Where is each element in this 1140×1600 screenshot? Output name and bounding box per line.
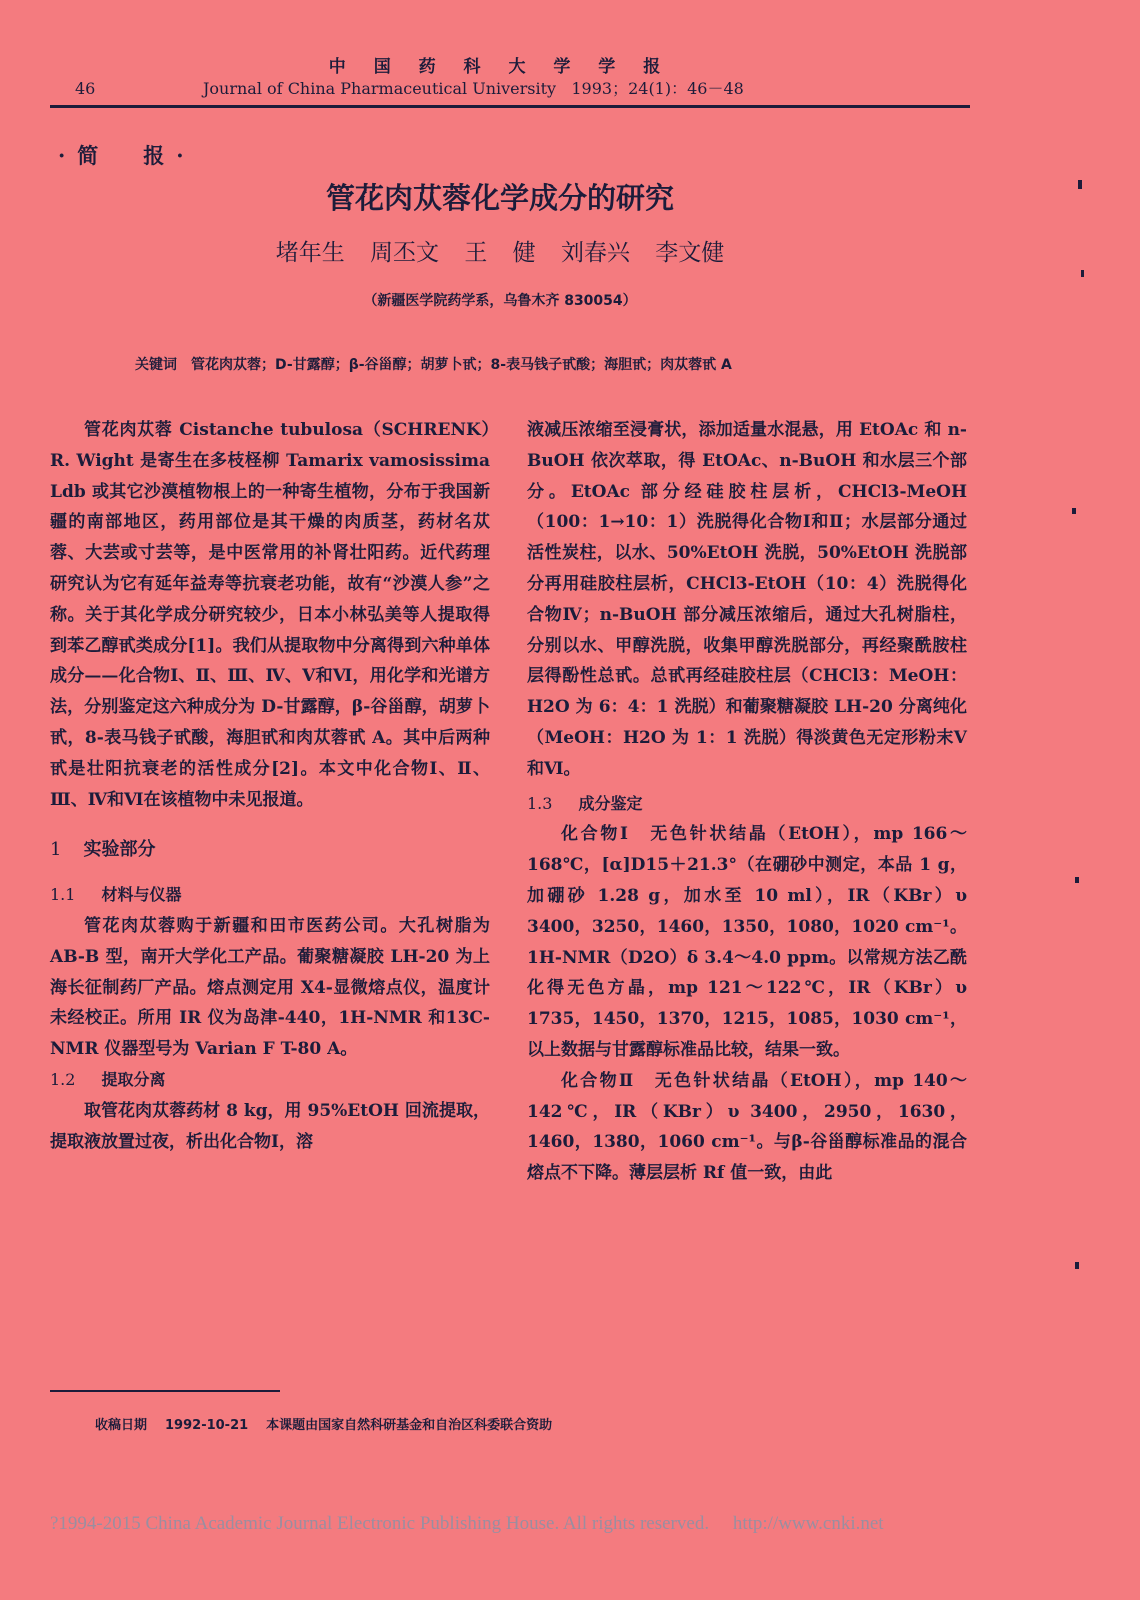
subsection-heading <box>50 880 490 911</box>
scan-speck <box>1078 180 1082 189</box>
section-number: 1 <box>50 839 62 861</box>
page-number: 46 <box>75 79 96 98</box>
intro-paragraph: 管花肉苁蓉 Cistanche tubulosa（SCHRENK）R. Wight 是寄生在多枝柽柳 Tamarix vamosissima Ldb 或其它沙漠植物根上的一种寄生植物，分布于我国新疆的南部地区，药用部位是其干燥的肉质茎，药材名苁蓉、大芸或寸芸等，是中医常用的补肾壮阳药。近代药理研究认为它有延年益寿等抗衰老功能，故有“沙漠人参”之称。关于其化学成分研究较少，日本小林弘美等人提取得到苯乙醇甙类成分[1]。我们从提取物中分离得到六种单体成分——化合物Ⅰ、Ⅱ、Ⅲ、Ⅳ、Ⅴ和Ⅵ，用化学和光谱方法，分别鉴定这六种成分为 D-甘露醇，β-谷甾醇，胡萝卜甙，8-表马钱子甙酸，海胆甙和肉苁蓉甙 A。其中后两种甙是壮阳抗衰老的活性成分[2]。本文中化合物Ⅰ、Ⅱ、Ⅲ、Ⅳ和Ⅵ在该植物中未见报道。 <box>50 420 490 810</box>
section-tag: ·简 报· <box>58 143 196 168</box>
citation: 1993；24(1)：46－48 <box>571 79 744 98</box>
funding-note: 本课题由国家自然科研基金和自治区科委联合资助 <box>266 1418 553 1433</box>
affiliation: （新疆医学院药学系，乌鲁木齐 830054） <box>363 293 637 309</box>
subsection-number: 1.1 <box>50 885 76 905</box>
scan-speck <box>1072 508 1076 514</box>
section-heading <box>50 835 490 866</box>
keywords-label: 关键词 <box>135 357 177 373</box>
copyright-watermark: ?1994-2015 China Academic Journal Electronic Publishing House. All rights reserved. http://www.cnki.net <box>50 1513 884 1534</box>
running-header <box>75 76 975 99</box>
extraction-continued: 液减压浓缩至浸膏状，添加适量水混悬，用 EtOAc 和 n-BuOH 依次萃取，得 EtOAc、n-BuOH 和水层三个部分。EtOAc 部分经硅胶柱层析，CHCl3-MeOH（100：1→10：1）洗脱得化合物Ⅰ和Ⅱ；水层部分通过活性炭柱，以水、50%EtOH 洗脱，50%EtOH 洗脱部分再用硅胶柱层析，CHCl3-EtOH（10：4）洗脱得化合物Ⅳ；n-BuOH 部分减压浓缩后，通过大孔树脂柱，分别以水、甲醇洗脱，收集甲醇洗脱部分，再经聚酰胺柱层得酚性总甙。总甙再经硅胶柱层（CHCl3：MeOH：H2O 为 6：4：1 洗脱）和葡聚糖凝胶 LH-20 分离纯化（MeOH：H2O 为 1：1 洗脱）得淡黄色无定形粉末Ⅴ和Ⅵ。 <box>527 420 967 779</box>
footnote <box>95 1414 975 1433</box>
compound-1-paragraph: 化合物Ⅰ 无色针状结晶（EtOH），mp 166～168℃，[α]D15＋21.3°（在硼砂中测定，本品 1 g，加硼砂 1.28 g，加水至 10 ml），IR（KBr）υ 3400，3250，1460，1350，1080，1020 cm⁻¹。1H-NMR（D2O）δ 3.4～4.0 ppm。以常规方法乙酰化得无色方晶，mp 121～122℃，IR（KBr）υ 1735，1450，1370，1215，1085，1030 cm⁻¹，以上数据与甘露醇标准品比较，结果一致。 <box>527 824 967 1060</box>
received-date: 1992-10-21 <box>165 1418 249 1433</box>
keywords-text: 管花肉苁蓉；D-甘露醇；β-谷甾醇；胡萝卜甙；8-表马钱子甙酸；海胆甙；肉苁蓉甙 A <box>191 357 732 373</box>
scan-speck <box>1081 270 1084 277</box>
subsection-heading <box>527 789 967 820</box>
column-left <box>50 415 490 1157</box>
section-title: 实验部分 <box>83 839 156 861</box>
subsection-title: 成分鉴定 <box>578 793 643 813</box>
subsection-title: 材料与仪器 <box>101 885 182 905</box>
materials-paragraph: 管花肉苁蓉购于新疆和田市医药公司。大孔树脂为 AB-B 型，南开大学化工产品。葡聚糖凝胶 LH-20 为上海长征制药厂产品。熔点测定用 X4-显微熔点仪，温度计未经校正。所用 IR 仪为岛津-440，1H-NMR 和13C-NMR 仪器型号为 Varian F T-80 A。 <box>50 915 490 1060</box>
keywords <box>135 354 965 374</box>
extraction-paragraph: 取管花肉苁蓉药材 8 kg，用 95%EtOH 回流提取，提取液放置过夜，析出化合物Ⅰ，溶 <box>50 1100 490 1152</box>
subsection-number: 1.2 <box>50 1069 76 1089</box>
subsection-heading <box>50 1065 490 1096</box>
scan-speck <box>1075 1262 1079 1269</box>
journal-name-cn: 中 国 药 科 大 学 学 报 <box>328 57 672 77</box>
subsection-title: 提取分离 <box>101 1069 166 1089</box>
article-title: 管花肉苁蓉化学成分的研究 <box>325 181 674 215</box>
footnote-rule <box>50 1390 280 1392</box>
subsection-number: 1.3 <box>527 793 553 813</box>
column-right <box>527 415 967 1189</box>
authors: 堵年生 周丕文 王 健 刘春兴 李文健 <box>275 240 725 266</box>
scan-speck <box>1075 877 1079 883</box>
received-label: 收稿日期 <box>95 1418 148 1433</box>
journal-name-en: Journal of China Pharmaceutical University <box>203 79 557 98</box>
compound-2-paragraph: 化合物Ⅱ 无色针状结晶（EtOH），mp 140～142℃，IR（KBr）υ 3400，2950，1630，1460，1380，1060 cm⁻¹。与β-谷甾醇标准品的混合熔点不下降。薄层层析 Rf 值一致，由此 <box>527 1070 967 1184</box>
header-rule <box>50 105 970 108</box>
